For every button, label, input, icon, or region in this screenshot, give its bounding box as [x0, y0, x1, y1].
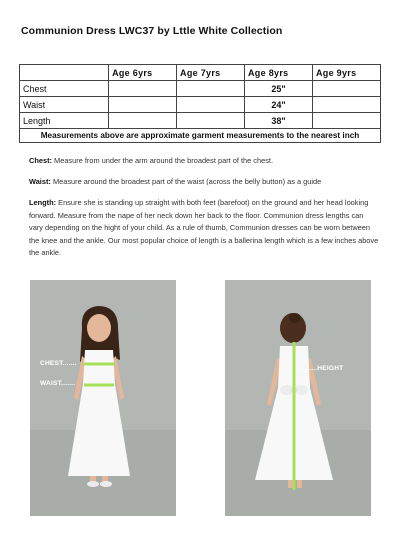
table-cell — [312, 113, 380, 129]
age-header: Age 6yrs — [109, 65, 177, 81]
table-cell — [312, 81, 380, 97]
size-chart-table — [19, 64, 381, 143]
table-footnote: Measurements above are approximate garment measurements to the nearest inch — [20, 129, 381, 143]
waist-text: Measure around the broadest part of the waist (across the belly button) as a guide — [50, 177, 322, 186]
table-row — [20, 81, 381, 97]
page-title: Communion Dress LWC37 by Lttle White Collection — [21, 25, 283, 37]
waist-label: WAIST....... — [40, 380, 76, 387]
table-cell — [177, 81, 245, 97]
length-instruction — [29, 197, 379, 260]
table-cell — [177, 97, 245, 113]
front-view-illustration — [30, 280, 176, 516]
table-cell — [312, 97, 380, 113]
age-header: Age 7yrs — [177, 65, 245, 81]
front-view-photo — [30, 280, 176, 516]
table-cell: 38" — [245, 113, 313, 129]
table-corner-cell — [20, 65, 109, 81]
chest-text: Measure from under the arm around the broadest part of the chest. — [52, 156, 274, 165]
table-cell — [177, 113, 245, 129]
table-footnote-row — [20, 129, 381, 143]
chest-label: CHEST....... — [40, 360, 77, 367]
row-label: Waist — [20, 97, 109, 113]
height-label: .........HEIGHT — [299, 365, 344, 372]
row-label: Chest — [20, 81, 109, 97]
table-cell — [109, 81, 177, 97]
table-cell: 24" — [245, 97, 313, 113]
waist-term: Waist: — [29, 177, 51, 186]
waist-instruction — [29, 176, 379, 189]
age-header: Age 8yrs — [245, 65, 313, 81]
age-header: Age 9yrs — [312, 65, 380, 81]
table-cell — [109, 113, 177, 129]
chest-term: Chest: — [29, 156, 52, 165]
chest-instruction — [29, 155, 379, 168]
table-row — [20, 113, 381, 129]
length-term: Length: — [29, 198, 57, 207]
table-header-row — [20, 65, 381, 81]
back-view-photo — [225, 280, 371, 516]
table-cell — [109, 97, 177, 113]
table-cell: 25" — [245, 81, 313, 97]
length-text: Ensure she is standing up straight with both feet (barefoot) on the ground and her head looking forward. Measure from the nape of her neck down her back to the floor. Communion dress lengths can vary depending on the hight of your child. As a rule of thumb, Communion dresses can be worn between the knee and the ankle. Our most popular choice of length is a ballerina length which is a few inches above the ankle. — [29, 198, 379, 258]
row-label: Length — [20, 113, 109, 129]
back-view-illustration — [225, 280, 371, 516]
table-row — [20, 97, 381, 113]
